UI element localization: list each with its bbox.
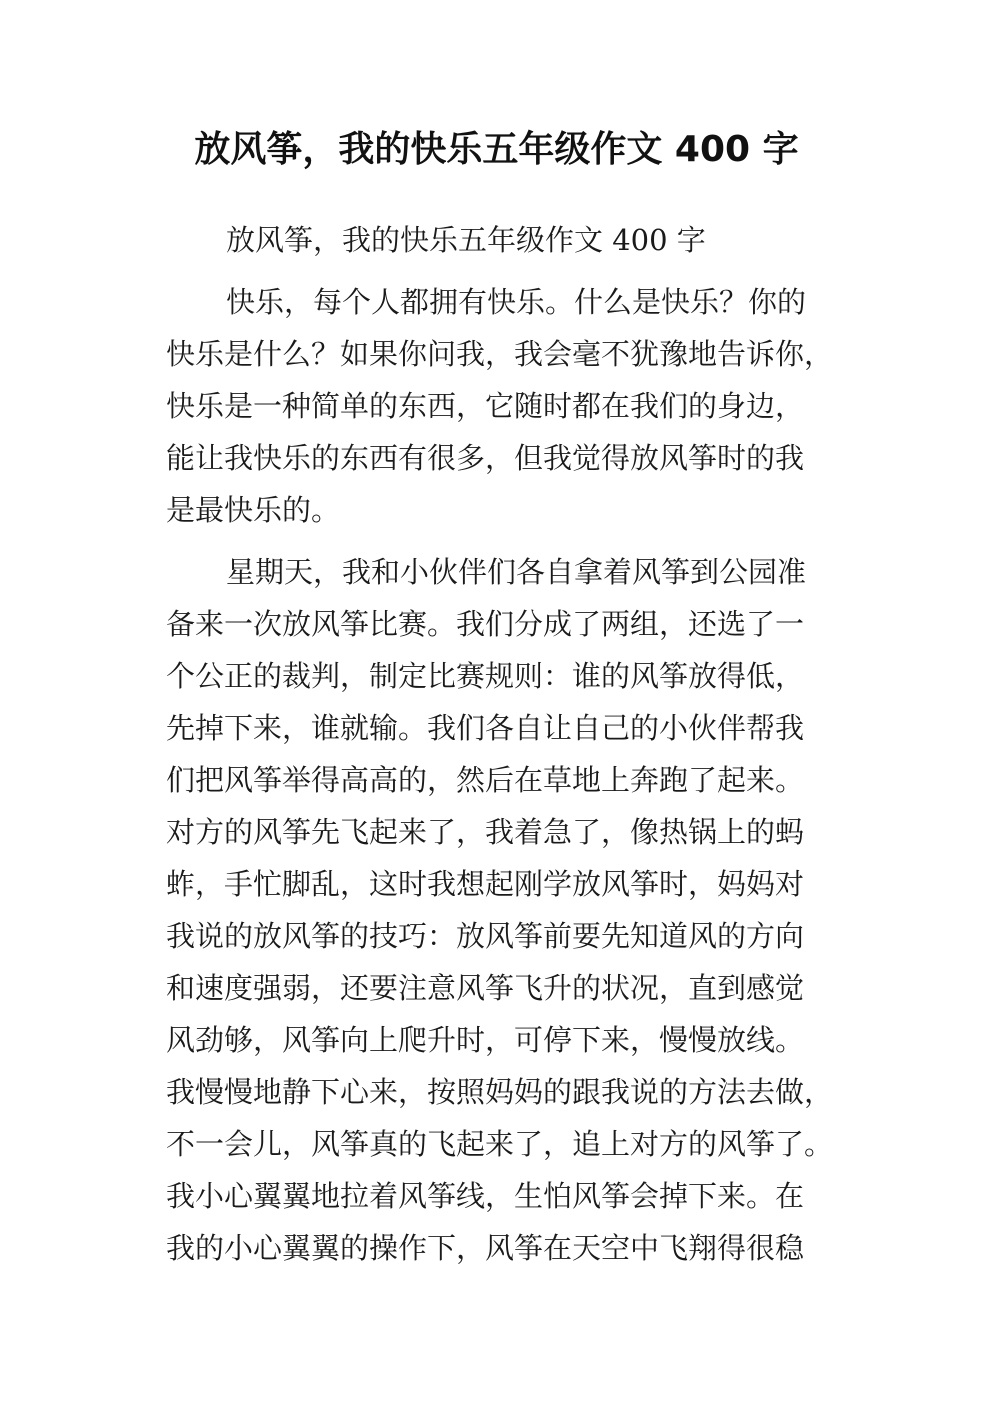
- paragraph-1-line-1: 快乐，每个人都拥有快乐。什么是快乐？你的: [226, 285, 807, 319]
- paragraph-1-line-4: 能让我快乐的东西有很多，但我觉得放风筝时的我: [166, 441, 805, 475]
- paragraph-2-line-12: 不一会儿，风筝真的飞起来了，追上对方的风筝了。: [166, 1127, 834, 1161]
- paragraph-2-line-6: 对方的风筝先飞起来了，我着急了，像热锅上的蚂: [166, 815, 805, 849]
- subtitle-line: 放风筝，我的快乐五年级作文 400 字: [226, 223, 706, 257]
- paragraph-2-line-11: 我慢慢地静下心来，按照妈妈的跟我说的方法去做，: [166, 1075, 834, 1109]
- paragraph-2-line-4: 先掉下来，谁就输。我们各自让自己的小伙伴帮我: [166, 711, 805, 745]
- paragraph-2-line-14: 我的小心翼翼的操作下，风筝在天空中飞翔得很稳: [166, 1231, 805, 1265]
- paragraph-2-line-8: 我说的放风筝的技巧：放风筝前要先知道风的方向: [166, 919, 805, 953]
- paragraph-2-line-9: 和速度强弱，还要注意风筝飞升的状况，直到感觉: [166, 971, 805, 1005]
- paragraph-2-line-2: 备来一次放风筝比赛。我们分成了两组，还选了一: [166, 607, 805, 641]
- paragraph-2-line-1: 星期天，我和小伙伴们各自拿着风筝到公园准: [226, 555, 807, 589]
- paragraph-1-line-2: 快乐是什么？如果你问我，我会毫不犹豫地告诉你，: [166, 337, 834, 371]
- paragraph-1-line-5: 是最快乐的。: [166, 493, 341, 527]
- paragraph-2-line-3: 个公正的裁判，制定比赛规则：谁的风筝放得低，: [166, 659, 805, 693]
- paragraph-1-line-3: 快乐是一种简单的东西，它随时都在我们的身边，: [166, 389, 805, 423]
- document-title: 放风筝，我的快乐五年级作文 400 字: [194, 129, 799, 170]
- document-body: [166, 214, 846, 1274]
- paragraph-2-line-5: 们把风筝举得高高的，然后在草地上奔跑了起来。: [166, 763, 805, 797]
- paragraph-2-line-7: 蚱，手忙脚乱，这时我想起刚学放风筝时，妈妈对: [166, 867, 805, 901]
- paragraph-2-line-10: 风劲够，风筝向上爬升时，可停下来，慢慢放线。: [166, 1023, 805, 1057]
- paragraph-2-line-13: 我小心翼翼地拉着风筝线，生怕风筝会掉下来。在: [166, 1179, 805, 1213]
